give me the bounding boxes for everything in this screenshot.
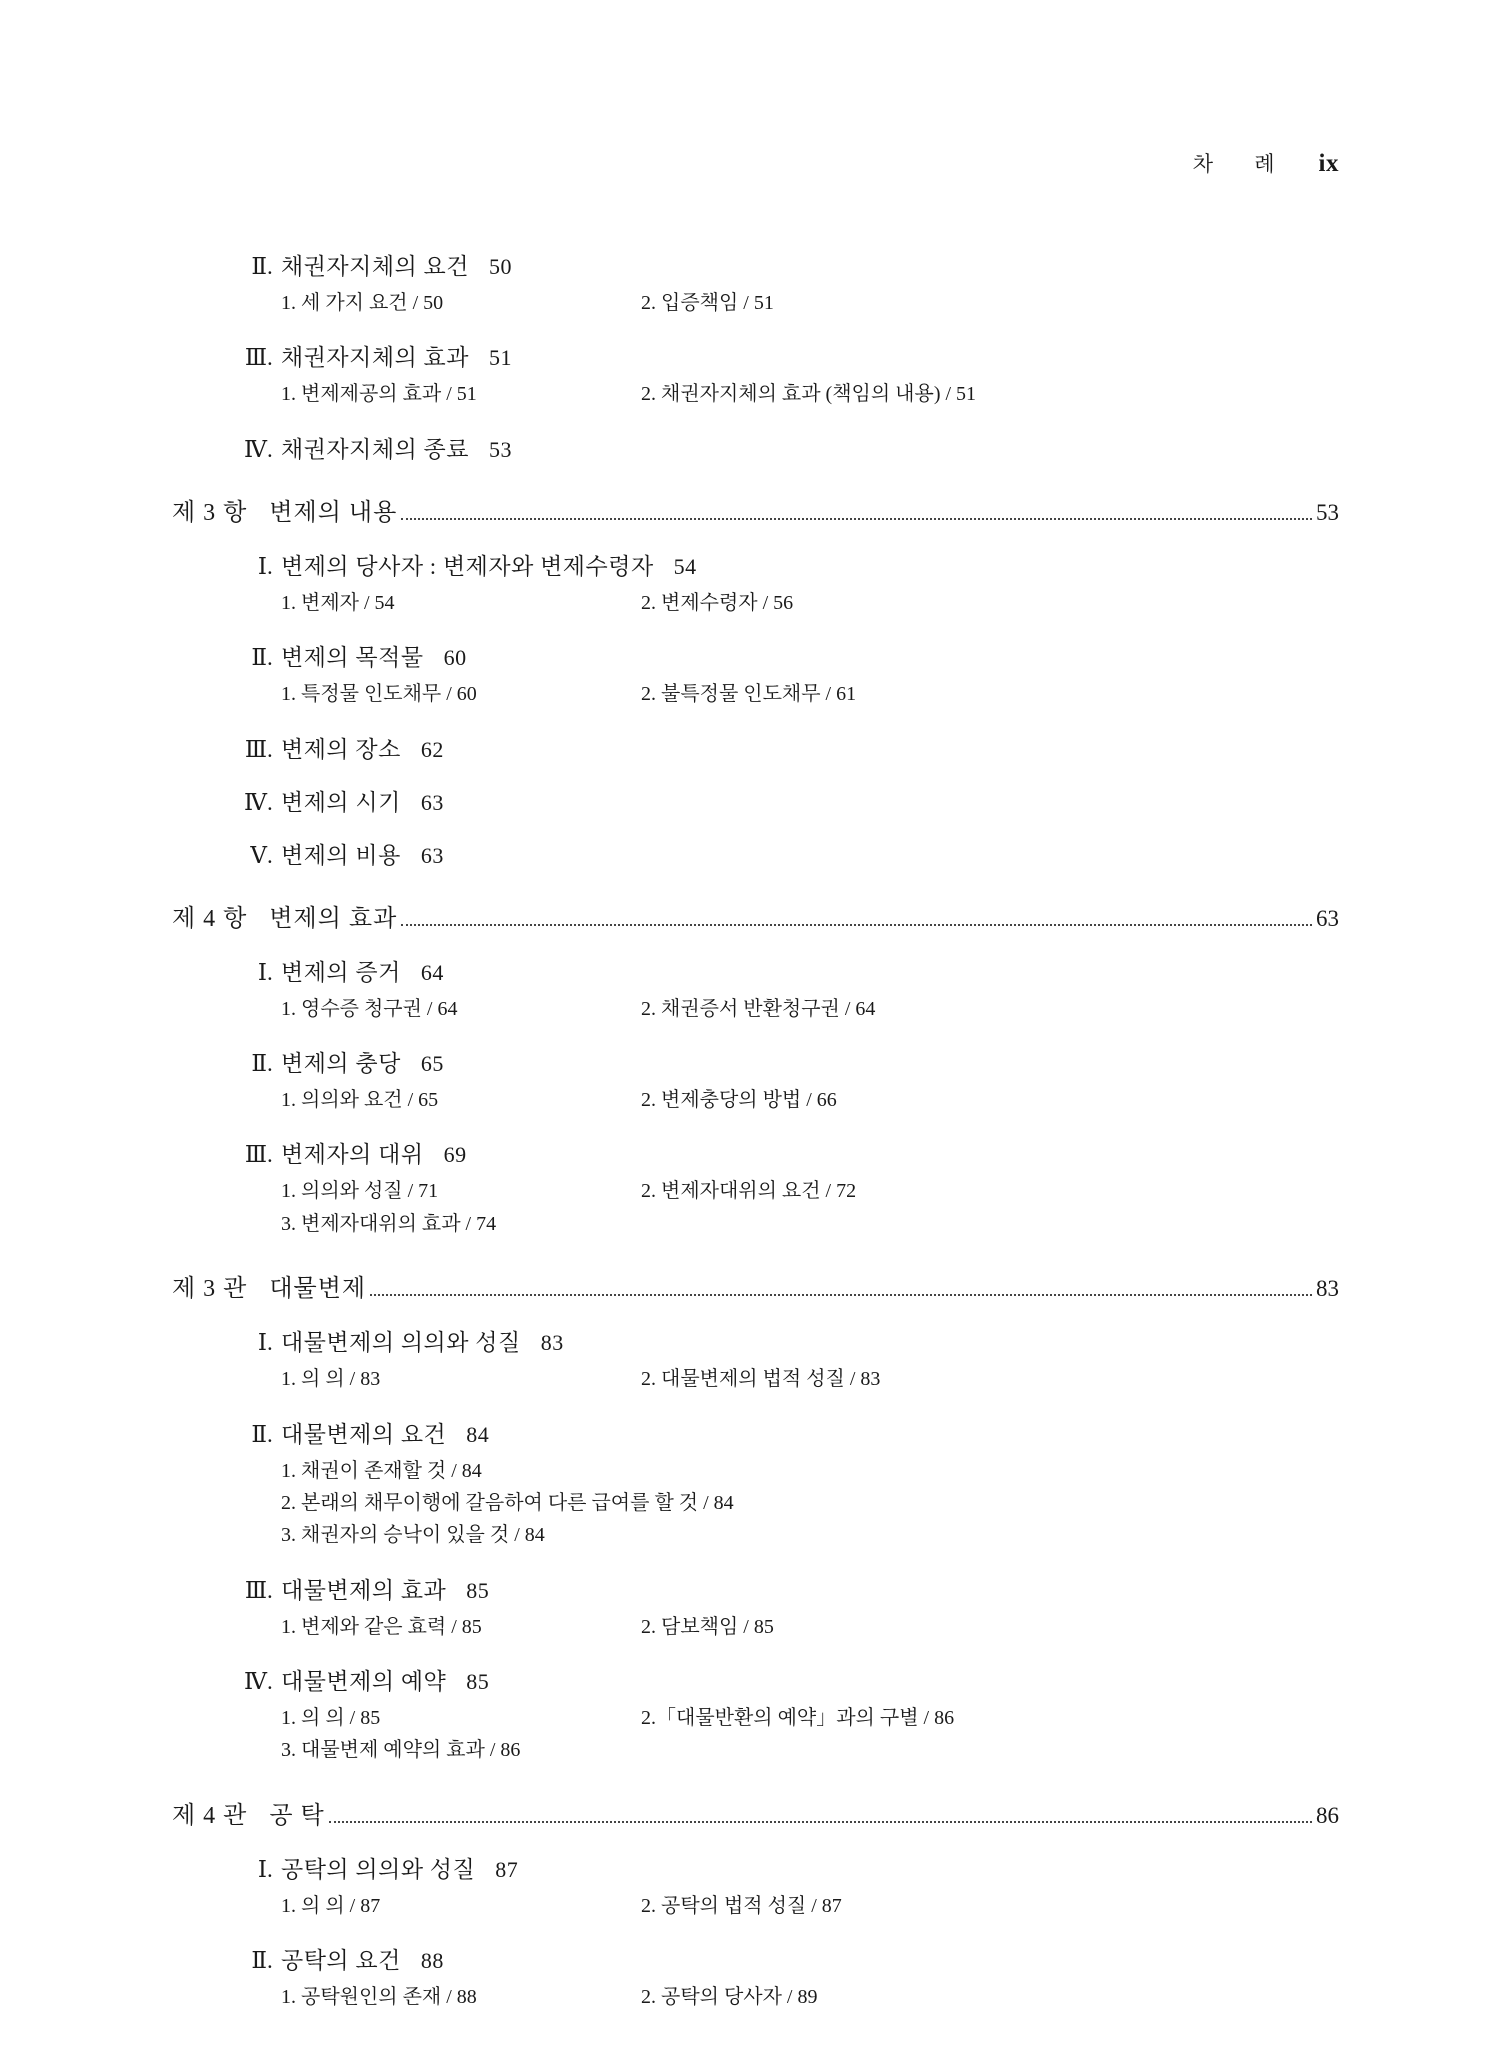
toc-sub-line (281, 1455, 1339, 1487)
toc-section-page: 53 (1316, 499, 1339, 525)
toc-roman-number: Ⅰ (257, 553, 267, 579)
toc-roman-number: Ⅴ (250, 842, 267, 868)
toc-roman-page: 50 (489, 254, 512, 279)
toc-roman-page: 62 (420, 736, 444, 762)
toc-roman-row[interactable] (225, 639, 1339, 672)
toc-roman-period: . (267, 345, 274, 371)
dot-leader (401, 517, 1312, 520)
toc-roman-period: . (267, 789, 274, 815)
toc-sub-item[interactable]: 1. 변제자 / 54 (281, 591, 395, 614)
toc-sub-item[interactable]: 2. 변제수령자 / 56 (641, 591, 794, 614)
toc-roman-number: Ⅳ (244, 436, 267, 462)
toc-sub-item[interactable]: 2. 입증책임 / 51 (641, 292, 774, 314)
toc-roman-period: . (267, 436, 274, 462)
toc-roman-number: Ⅲ (244, 1577, 267, 1603)
toc-roman-page: 53 (489, 436, 512, 462)
toc-roman-title: 채권자지체의 효과 (281, 345, 469, 371)
toc-roman-row[interactable] (225, 954, 1339, 987)
toc-sub-item[interactable]: 1. 특정물 인도채무 / 60 (281, 683, 477, 706)
toc-sub-item[interactable]: 1. 의의와 성질 / 71 (281, 1180, 439, 1203)
toc-roman-number: Ⅱ (251, 645, 267, 671)
dot-leader (401, 923, 1312, 926)
page-folio: ix (1318, 150, 1339, 177)
toc-roman-page: 60 (443, 645, 467, 671)
toc-roman-row[interactable] (225, 1572, 1339, 1605)
toc-roman-title: 채권자지체의 요건 (281, 254, 469, 279)
toc-roman-number: Ⅱ (251, 1421, 267, 1447)
dot-leader (329, 1820, 1312, 1823)
toc-roman-row[interactable] (225, 1416, 1339, 1449)
toc-sub-list (281, 1175, 1339, 1240)
toc-sub-line (281, 1702, 1339, 1734)
toc-roman-page: 54 (673, 553, 697, 579)
toc-sub-item[interactable]: 2. 공탁의 법적 성질 / 87 (641, 1894, 842, 1917)
toc-roman-number: Ⅰ (257, 959, 267, 985)
toc-roman-title: 대물변제의 효과 (281, 1577, 447, 1603)
toc-roman-page: 87 (495, 1856, 519, 1882)
toc-sub-list (281, 1611, 1339, 1643)
toc-sub-item[interactable]: 1. 영수증 청구권 / 64 (281, 997, 458, 1020)
toc-roman-period: . (267, 1142, 274, 1168)
toc-sub-item[interactable]: 1. 의 의 / 87 (281, 1894, 381, 1917)
toc-roman-period: . (267, 1050, 274, 1076)
toc-sub-list (281, 993, 1339, 1025)
toc-section-row[interactable] (172, 898, 1339, 934)
toc-roman-row[interactable] (225, 1324, 1339, 1357)
toc-sub-list (281, 378, 1339, 410)
toc-sub-list (281, 287, 1339, 319)
toc-sub-item[interactable]: 3. 대물변제 예약의 효과 / 86 (281, 1739, 521, 1762)
toc-sub-item[interactable]: 1. 의 의 / 85 (281, 1707, 381, 1730)
toc-roman-page: 83 (540, 1330, 564, 1356)
toc-sub-line (281, 1084, 1339, 1116)
toc-roman-row[interactable] (225, 548, 1339, 581)
toc-sub-list (281, 1981, 1339, 2013)
running-head-label: 차 례 (1192, 152, 1293, 176)
toc-sub-line (281, 1175, 1339, 1207)
toc-roman-title: 대물변제의 요건 (281, 1421, 447, 1447)
toc-roman-row[interactable] (225, 1045, 1339, 1078)
toc-sub-line (281, 1611, 1339, 1643)
toc-roman-period: . (267, 842, 274, 868)
toc-sub-line (281, 1208, 1339, 1240)
toc-section-page: 63 (1316, 905, 1339, 931)
toc-sub-line (281, 1519, 1339, 1551)
toc-roman-row[interactable] (225, 1851, 1339, 1884)
toc-roman-title: 공탁의 의의와 성질 (281, 1856, 476, 1882)
toc-roman-page: 69 (443, 1142, 467, 1168)
toc-roman-number: Ⅰ (257, 1856, 267, 1882)
toc-roman-page: 84 (466, 1421, 490, 1447)
toc-sub-line (281, 1363, 1339, 1395)
toc-roman-period: . (267, 553, 274, 579)
toc-roman-page: 85 (466, 1669, 490, 1695)
toc-sub-item[interactable]: 3. 채권자의 승낙이 있을 것 / 84 (281, 1524, 545, 1547)
toc-sub-item[interactable]: 1. 세 가지 요건 / 50 (281, 292, 444, 314)
dot-leader (370, 1293, 1312, 1296)
toc-section-number: 제 3 관 (172, 1276, 248, 1303)
toc-roman-title: 변제의 비용 (281, 842, 401, 868)
toc-roman-period: . (267, 1669, 274, 1695)
toc-roman-row[interactable] (225, 837, 1339, 870)
toc-roman-page: 63 (420, 842, 444, 868)
toc-roman-page: 63 (420, 789, 444, 815)
toc-section-row[interactable] (172, 492, 1339, 528)
toc-roman-row[interactable] (225, 731, 1339, 764)
toc-section-page: 86 (1316, 1802, 1339, 1828)
toc-sub-item[interactable]: 2. 공탁의 당사자 / 89 (641, 1986, 818, 2009)
table-of-contents (0, 228, 1494, 2014)
toc-sub-list (281, 587, 1339, 619)
toc-roman-title: 변제의 시기 (281, 789, 401, 815)
toc-sub-item[interactable]: 2. 본래의 채무이행에 갈음하여 다른 급여를 할 것 / 84 (281, 1491, 734, 1514)
toc-sub-line (281, 378, 1339, 410)
toc-roman-row[interactable] (225, 1942, 1339, 1975)
toc-sub-item[interactable]: 2. 채권자지체의 효과 (책임의 내용) / 51 (641, 383, 977, 406)
toc-roman-number: Ⅳ (244, 789, 267, 815)
toc-sub-list (281, 1702, 1339, 1767)
toc-section-title: 변제의 내용 (269, 499, 398, 526)
toc-sub-item[interactable]: 1. 변제제공의 효과 / 51 (281, 383, 477, 406)
toc-sub-item[interactable]: 3. 변제자대위의 효과 / 74 (281, 1212, 497, 1235)
toc-sub-list (281, 1890, 1339, 1922)
toc-section-page: 83 (1316, 1276, 1339, 1302)
toc-roman-number: Ⅱ (251, 1948, 267, 1974)
toc-sub-line (281, 1890, 1339, 1922)
toc-roman-title: 변제의 장소 (281, 736, 401, 762)
toc-sub-list (281, 1084, 1339, 1116)
toc-roman-number: Ⅰ (257, 1330, 267, 1356)
toc-roman-page: 64 (420, 959, 444, 985)
toc-sub-item[interactable]: 2. 불특정물 인도채무 / 61 (641, 683, 857, 706)
toc-sub-item[interactable]: 1. 변제와 같은 효력 / 85 (281, 1615, 482, 1638)
toc-sub-item[interactable]: 1. 의의와 요건 / 65 (281, 1088, 439, 1111)
toc-section-number: 제 4 관 (172, 1802, 248, 1829)
toc-sub-line (281, 993, 1339, 1025)
toc-roman-period: . (267, 1421, 274, 1447)
toc-sub-line (281, 287, 1339, 319)
toc-section-row[interactable] (172, 1795, 1339, 1831)
toc-section-title: 대물변제 (269, 1276, 367, 1303)
toc-roman-period: . (267, 959, 274, 985)
toc-sub-list (281, 1455, 1339, 1552)
toc-roman-number: Ⅱ (251, 1050, 267, 1076)
toc-roman-number: Ⅱ (251, 254, 267, 279)
toc-sub-item[interactable]: 2. 담보책임 / 85 (641, 1615, 774, 1638)
toc-roman-period: . (267, 254, 274, 279)
toc-sub-line (281, 1734, 1339, 1766)
toc-roman-title: 채권자지체의 종료 (281, 436, 469, 462)
toc-roman-row[interactable] (225, 339, 1339, 372)
toc-section-row[interactable] (172, 1268, 1339, 1304)
toc-roman-title: 대물변제의 의의와 성질 (281, 1330, 521, 1356)
toc-roman-row[interactable] (225, 1136, 1339, 1169)
toc-section-number: 제 4 항 (172, 905, 248, 932)
toc-roman-row[interactable] (225, 784, 1339, 817)
toc-roman-period: . (267, 1577, 274, 1603)
toc-roman-number: Ⅲ (244, 345, 267, 371)
toc-roman-row[interactable] (225, 1663, 1339, 1696)
toc-roman-number: Ⅲ (244, 1142, 267, 1168)
toc-sub-item[interactable]: 1. 채권이 존재할 것 / 84 (281, 1459, 482, 1482)
toc-sub-item[interactable]: 1. 의 의 / 83 (281, 1368, 381, 1391)
toc-sub-line (281, 678, 1339, 710)
toc-roman-title: 대물변제의 예약 (281, 1669, 447, 1695)
toc-sub-item[interactable]: 2.「대물반환의 예약」과의 구별 / 86 (641, 1707, 955, 1730)
toc-roman-page: 65 (420, 1050, 444, 1076)
toc-roman-row[interactable] (225, 431, 1339, 464)
toc-roman-number: Ⅳ (244, 1669, 267, 1695)
toc-sub-line (281, 1981, 1339, 2013)
toc-sub-item[interactable]: 2. 채권증서 반환청구권 / 64 (641, 997, 876, 1020)
toc-sub-item[interactable]: 2. 대물변제의 법적 성질 / 83 (641, 1368, 881, 1391)
toc-section-number: 제 3 항 (172, 499, 248, 526)
toc-roman-title: 변제의 증거 (281, 959, 401, 985)
toc-roman-page: 51 (489, 345, 512, 371)
toc-roman-title: 변제의 충당 (281, 1050, 401, 1076)
toc-roman-period: . (267, 1856, 274, 1882)
toc-roman-period: . (267, 645, 274, 671)
toc-roman-row[interactable] (225, 248, 1339, 281)
toc-roman-title: 변제의 목적물 (281, 645, 424, 671)
toc-sub-list (281, 1363, 1339, 1395)
toc-roman-period: . (267, 1948, 274, 1974)
toc-roman-number: Ⅲ (244, 736, 267, 762)
toc-roman-title: 공탁의 요건 (281, 1948, 401, 1974)
toc-section-title: 변제의 효과 (269, 905, 398, 932)
toc-roman-title: 변제의 당사자 : 변제자와 변제수령자 (281, 553, 654, 579)
toc-sub-line (281, 1487, 1339, 1519)
toc-roman-page: 85 (466, 1577, 490, 1603)
toc-roman-period: . (267, 1330, 274, 1356)
toc-sub-item[interactable]: 1. 공탁원인의 존재 / 88 (281, 1986, 477, 2009)
toc-sub-list (281, 678, 1339, 710)
toc-roman-period: . (267, 736, 274, 762)
toc-sub-line (281, 587, 1339, 619)
toc-section-title: 공 탁 (269, 1802, 325, 1829)
running-head (1193, 148, 1339, 178)
toc-sub-item[interactable]: 2. 변제자대위의 요건 / 72 (641, 1180, 857, 1203)
toc-roman-title: 변제자의 대위 (281, 1142, 424, 1168)
toc-sub-item[interactable]: 2. 변제충당의 방법 / 66 (641, 1088, 837, 1111)
toc-roman-page: 88 (420, 1948, 444, 1974)
